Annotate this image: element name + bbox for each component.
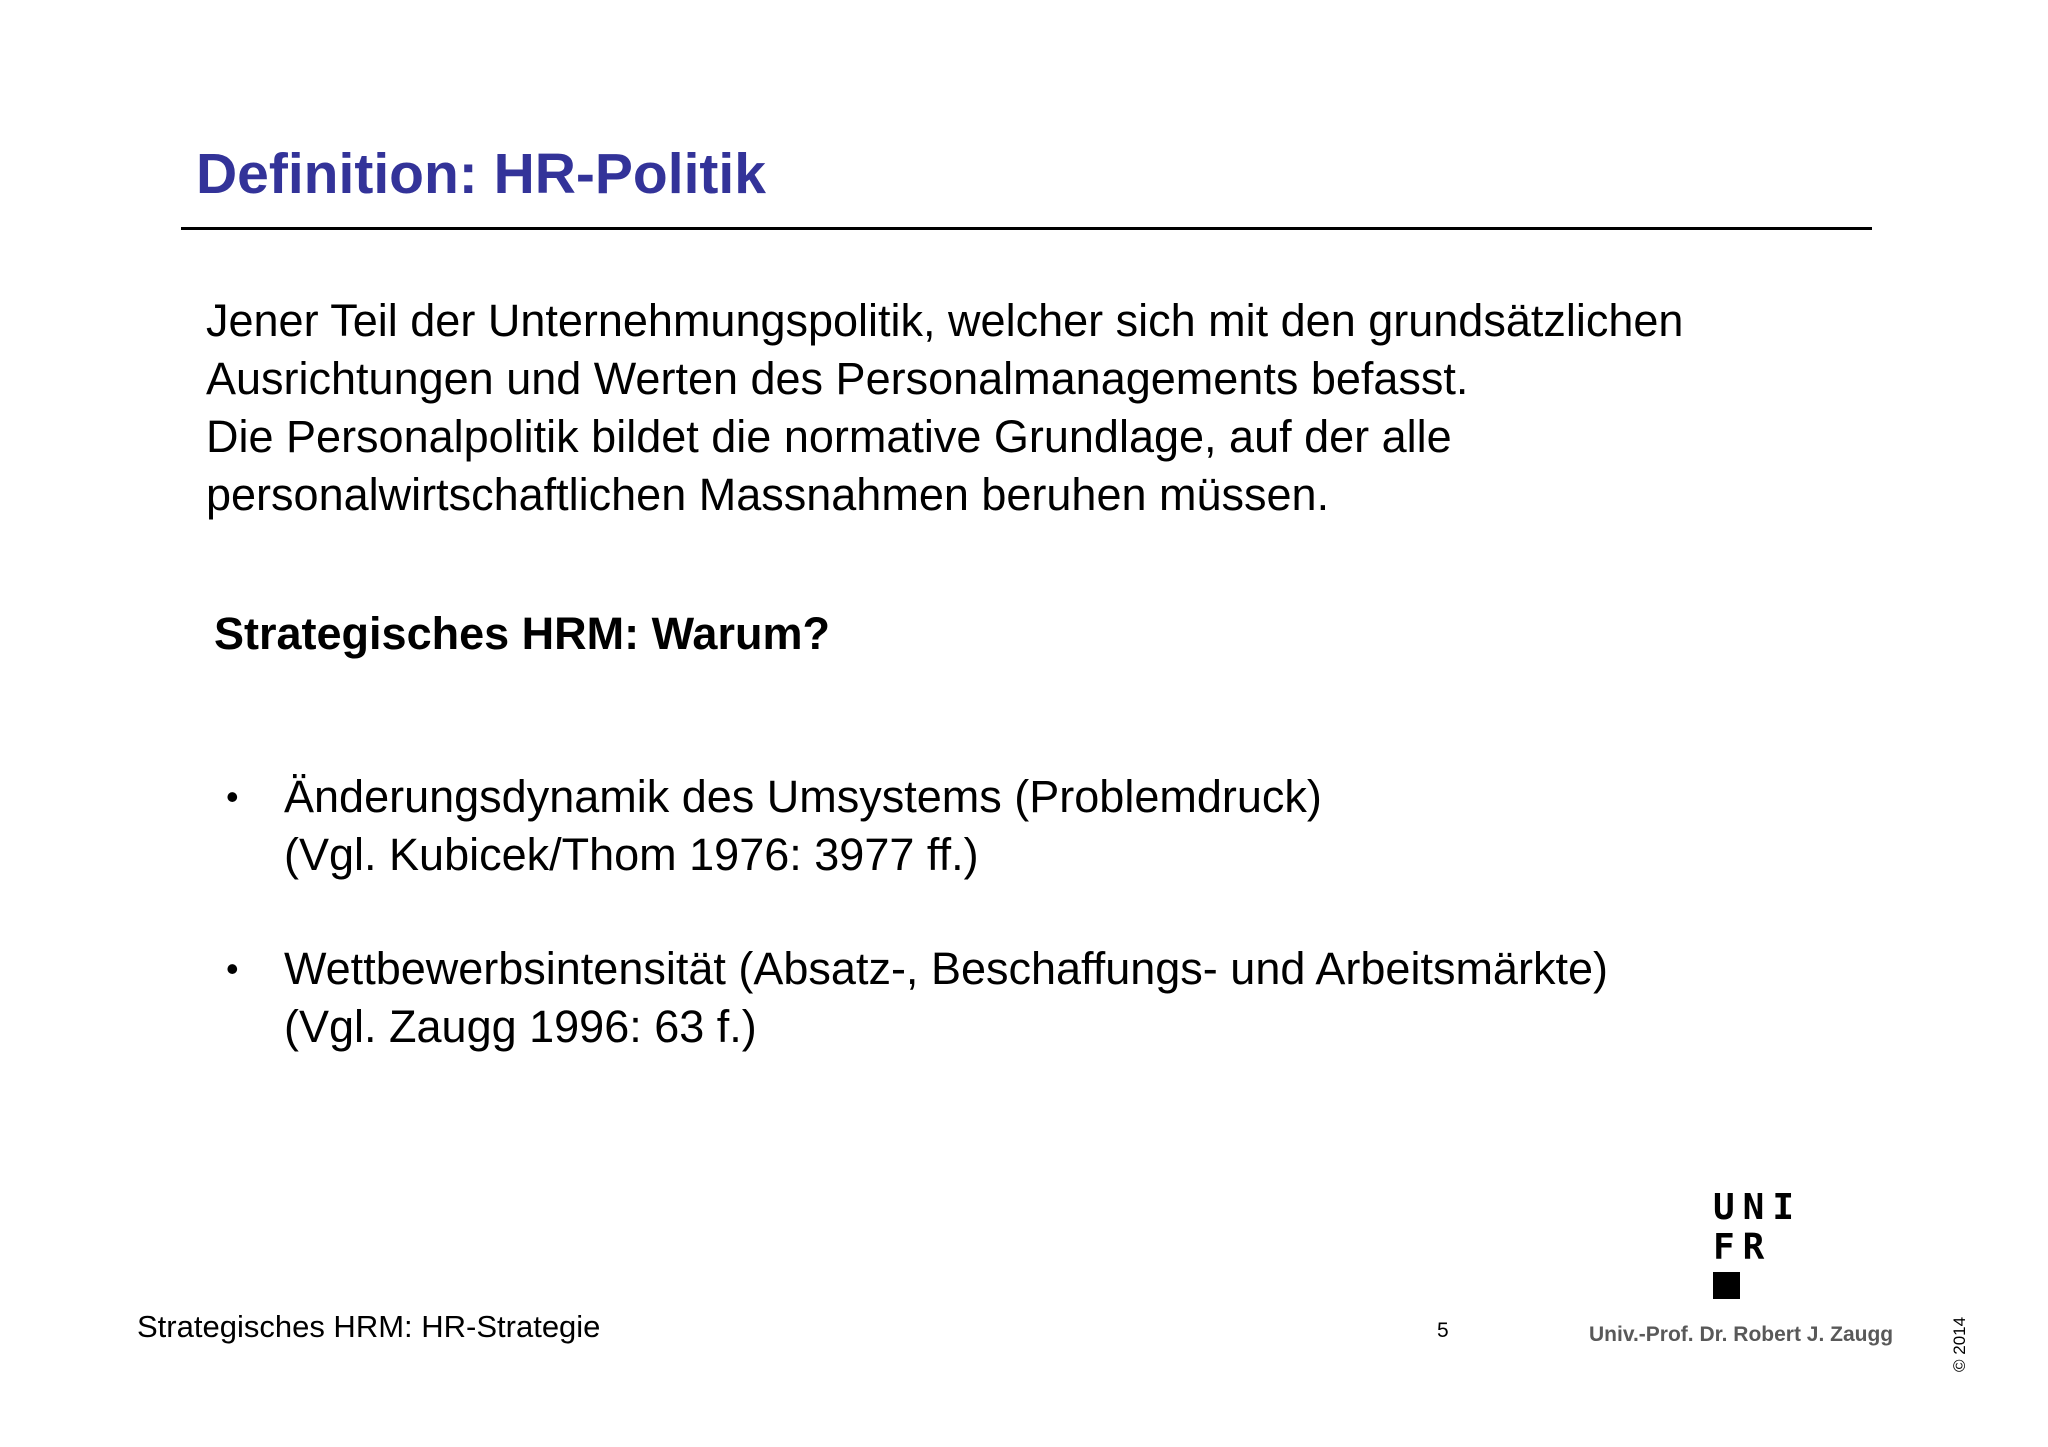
bullet-item — [218, 940, 1868, 1056]
slide-title: Definition: HR-Politik — [196, 142, 766, 206]
definition-line: Ausrichtungen und Werten des Personalmanagements befasst. — [206, 353, 1469, 404]
bullet-text: Änderungsdynamik des Umsystems (Problemdruck) — [284, 771, 1322, 822]
bullet-citation: (Vgl. Kubicek/Thom 1976: 3977 ff.) — [284, 829, 979, 880]
bullet-marker: • — [226, 776, 239, 817]
bullet-marker: • — [226, 948, 239, 989]
logo-text-uni: UNI — [1713, 1187, 1803, 1228]
bullet-citation: (Vgl. Zaugg 1996: 63 f.) — [284, 1001, 757, 1052]
definition-line: Jener Teil der Unternehmungspolitik, welcher sich mit den grundsätzlichen — [206, 295, 1684, 346]
unifr-logo — [1713, 1188, 1813, 1298]
definition-line: Die Personalpolitik bildet die normative Grundlage, auf der alle — [206, 411, 1452, 462]
logo-text-fr: FR — [1713, 1227, 1773, 1268]
section-subheading: Strategisches HRM: Warum? — [214, 608, 830, 659]
bullet-list — [218, 768, 1868, 1112]
footer-author: Univ.-Prof. Dr. Robert J. Zaugg — [1589, 1323, 1894, 1346]
logo-square-icon — [1713, 1272, 1740, 1299]
definition-line: personalwirtschaftlichen Massnahmen beruhen müssen. — [206, 469, 1330, 520]
definition-paragraph — [206, 292, 1906, 524]
bullet-item — [218, 768, 1868, 884]
copyright-notice: © 2014 — [1950, 1316, 1969, 1372]
bullet-text: Wettbewerbsintensität (Absatz-, Beschaffungs- und Arbeitsmärkte) — [284, 943, 1608, 994]
footer-course-title: Strategisches HRM: HR-Strategie — [137, 1309, 601, 1344]
title-divider — [181, 227, 1872, 230]
page-number: 5 — [1437, 1319, 1449, 1342]
